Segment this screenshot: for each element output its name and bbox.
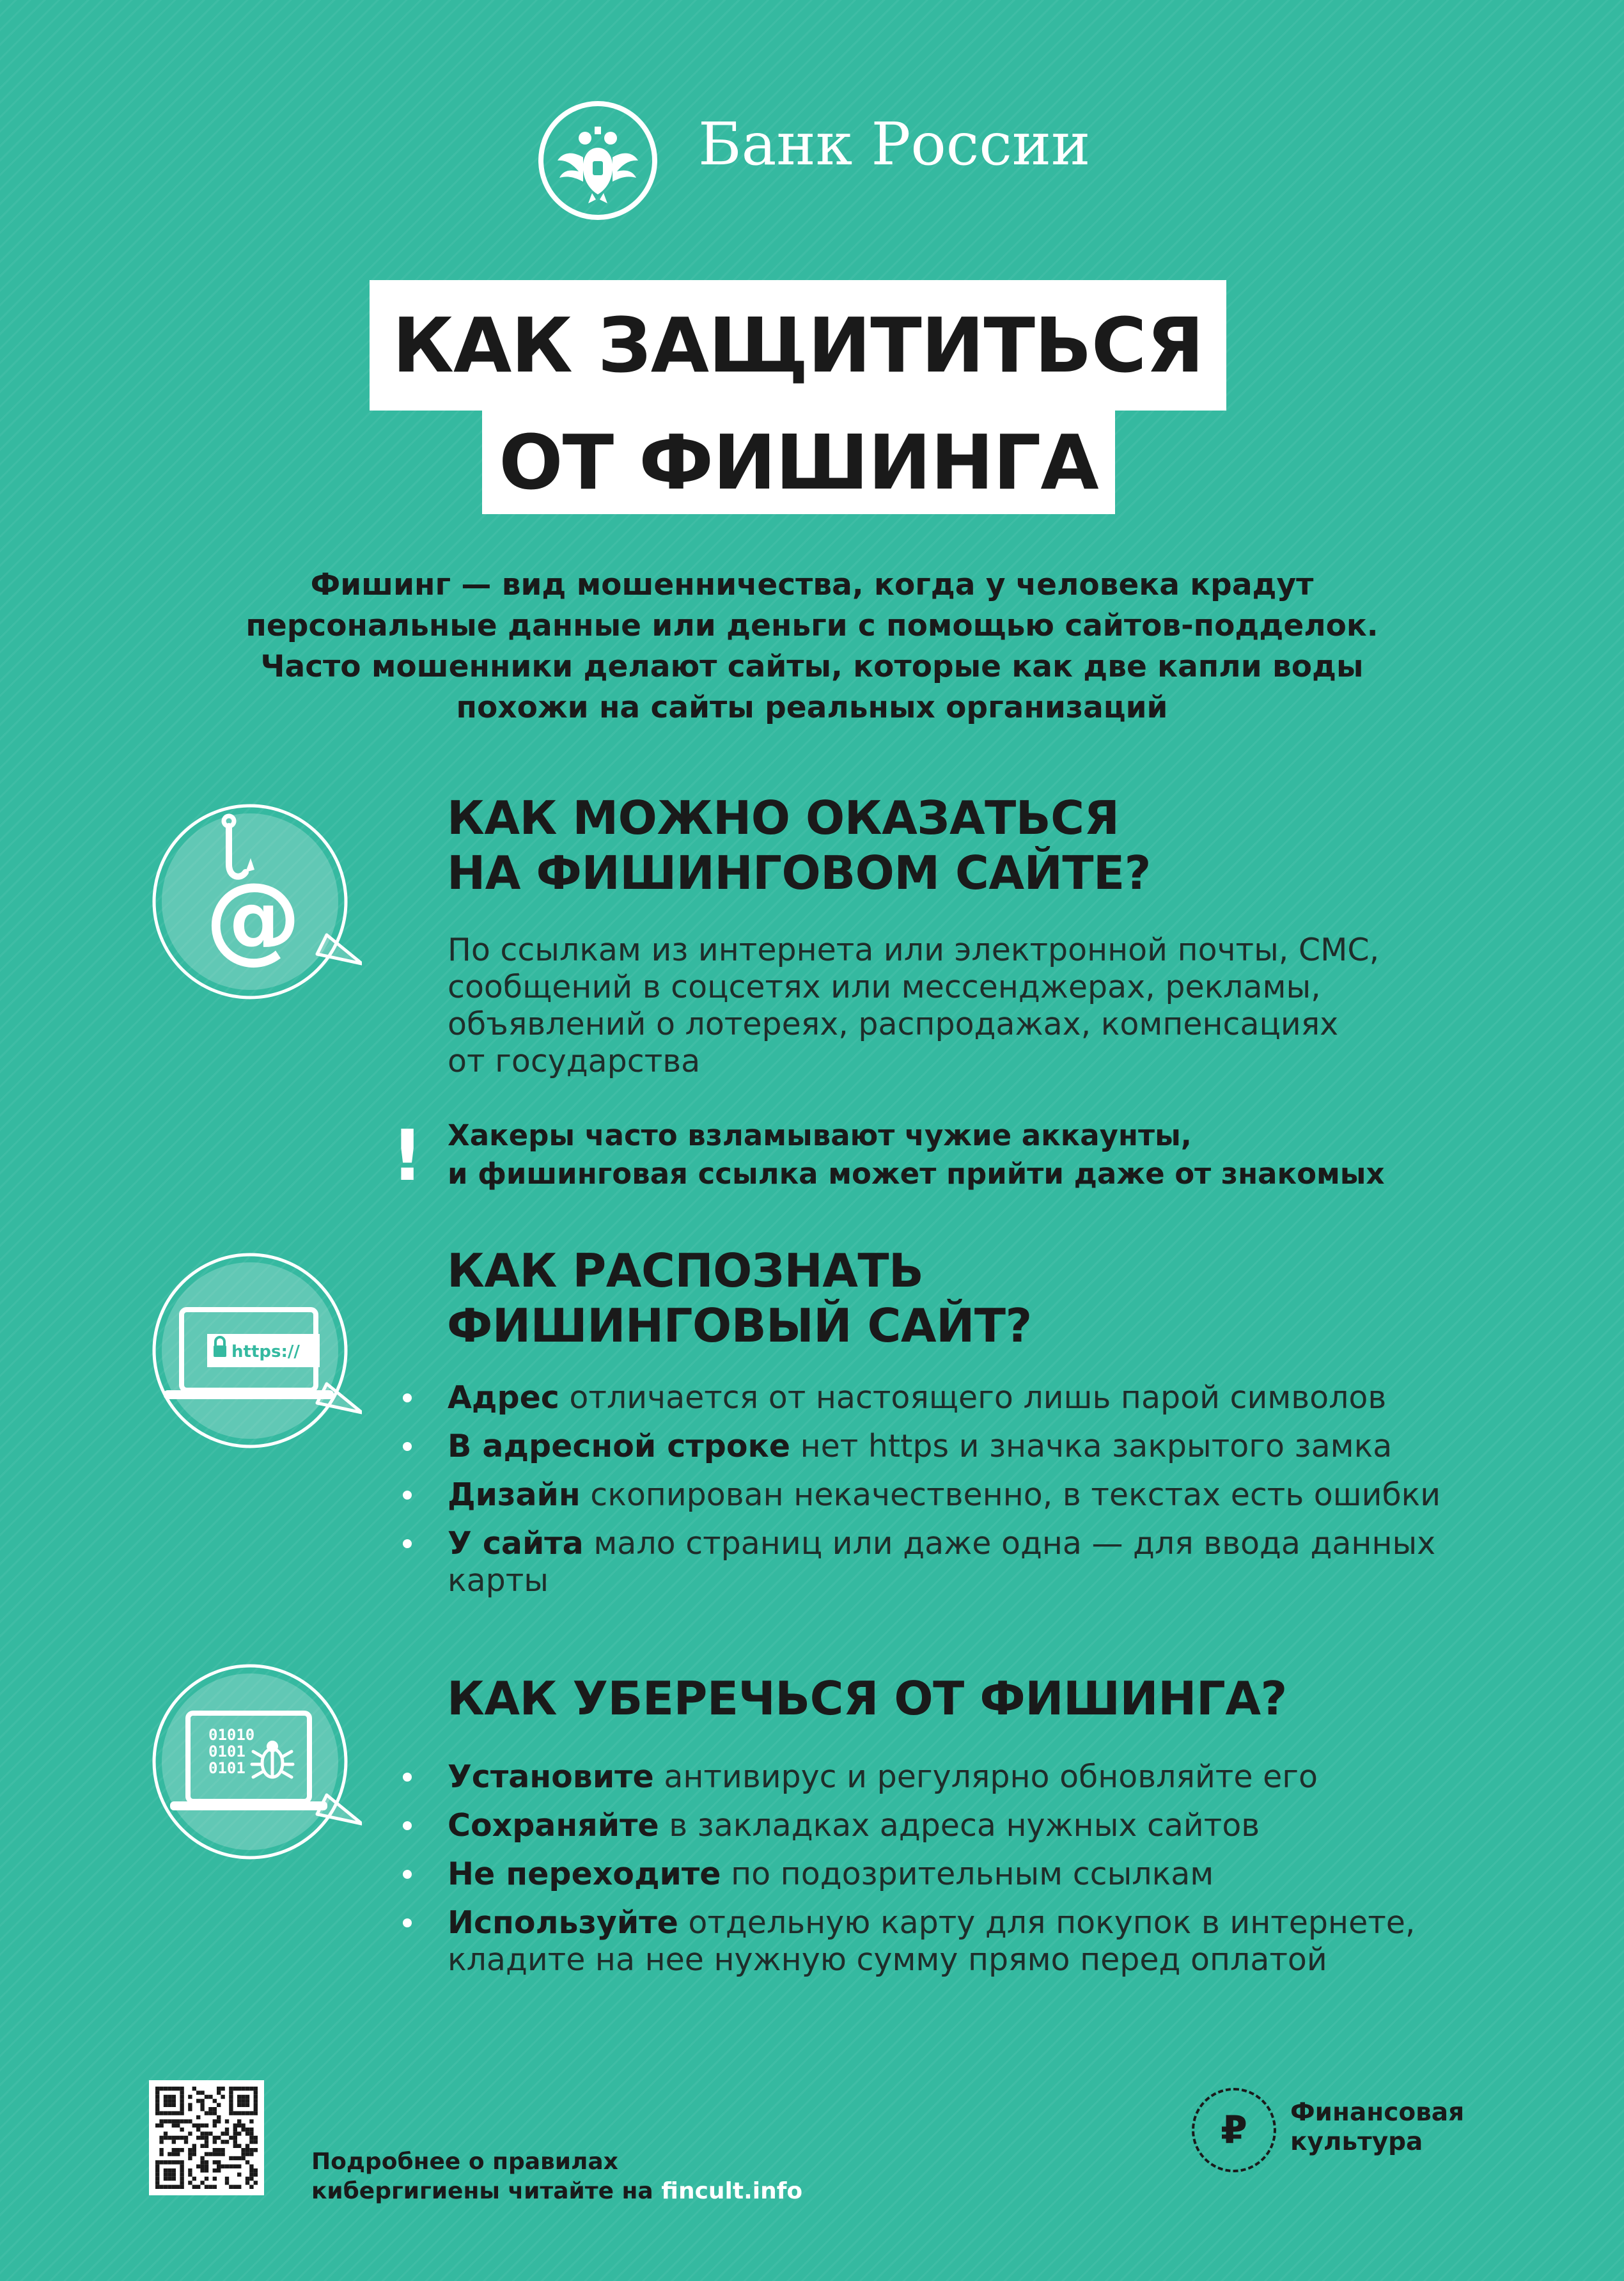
list-item: Не переходите по подозрительным ссылкам — [448, 1856, 1415, 1893]
heading-line: КАК РАСПОЗНАТЬ — [447, 1244, 924, 1297]
laptop-virus-icon — [144, 1654, 362, 1872]
section1-heading — [447, 790, 1151, 900]
phishing-hook-at-icon — [144, 794, 362, 1012]
intro-text — [173, 565, 1451, 728]
section2-heading — [447, 1243, 1032, 1353]
warning-text — [448, 1117, 1385, 1193]
https-label: https:// — [231, 1342, 300, 1361]
list-item: У сайта мало страниц или даже одна — для ввода данных карты — [448, 1525, 1441, 1599]
fincult-line: Финансовая — [1290, 2098, 1465, 2127]
title-line-1: КАК ЗАЩИТИТЬСЯ — [370, 280, 1226, 411]
section1-text — [448, 932, 1379, 1080]
heading-line: КАК МОЖНО ОКАЗАТЬСЯ — [447, 791, 1120, 845]
warning-line: Хакеры часто взламывают чужие аккаунты, — [448, 1118, 1192, 1152]
laptop-https-icon — [144, 1243, 362, 1461]
more-info-text — [311, 2147, 802, 2206]
text-line: объявлений о лотереях, распродажах, компенсациях — [448, 1006, 1339, 1042]
heading-line: НА ФИШИНГОВОМ САЙТЕ? — [447, 846, 1151, 900]
warning-line: и фишинговая ссылка может прийти даже от знакомых — [448, 1157, 1385, 1191]
list-item: Установите антивирус и регулярно обновляйте его — [448, 1759, 1415, 1796]
list-item: Адрес отличается от настоящего лишь парой символов — [448, 1379, 1441, 1416]
title-line-2: ОТ ФИШИНГА — [482, 411, 1115, 514]
section2-bullets — [448, 1379, 1441, 1611]
code-line: 0101 — [208, 1759, 246, 1777]
warning-exclamation-icon: ! — [391, 1115, 424, 1196]
intro-line: Фишинг — вид мошенничества, когда у человека крадут — [310, 567, 1314, 602]
section3-bullets — [448, 1759, 1415, 1990]
intro-line: Часто мошенники делают сайты, которые как две капли воды — [260, 649, 1364, 684]
fincult-logo-text — [1290, 2098, 1464, 2157]
bank-emblem-icon — [538, 101, 657, 220]
text-line: сообщений в соцсетях или мессенджерах, рекламы, — [448, 969, 1321, 1005]
list-item: Дизайн скопирован некачественно, в текстах есть ошибки — [448, 1477, 1441, 1514]
list-item: Сохраняйте в закладках адреса нужных сайтов — [448, 1807, 1415, 1844]
section3-heading — [447, 1671, 1287, 1726]
text-line: от государства — [448, 1043, 701, 1079]
intro-line: персональные данные или деньги с помощью сайтов-подделок. — [246, 608, 1378, 643]
qr-code-icon[interactable] — [149, 2080, 264, 2195]
heading-line: КАК УБЕРЕЧЬСЯ ОТ ФИШИНГА? — [447, 1672, 1287, 1725]
code-line: 0101 — [208, 1743, 246, 1760]
ruble-icon: ₽ — [1221, 2108, 1247, 2152]
heading-line: ФИШИНГОВЫЙ САЙТ? — [447, 1299, 1032, 1352]
fincult-logo-icon — [1192, 2088, 1276, 2172]
list-item: В адресной строке нет https и значка закрытого замка — [448, 1428, 1441, 1465]
intro-line: похожи на сайты реальных организаций — [456, 690, 1168, 725]
more-info-line: кибергигиены читайте на fincult.info — [311, 2178, 803, 2204]
fincult-line: культура — [1290, 2128, 1423, 2156]
more-info-line: Подробнее о правилах — [311, 2149, 618, 2175]
text-line: По ссылкам из интернета или электронной почты, СМС, — [448, 932, 1380, 968]
list-item: Используйте отдельную карту для покупок в интернете, кладите на нее нужную сумму прямо перед оплатой — [448, 1904, 1415, 1979]
fincult-link[interactable]: fincult.info — [661, 2178, 803, 2204]
code-line: 01010 — [208, 1726, 255, 1744]
svg-text:@: @ — [205, 863, 301, 974]
bank-name: Банк России — [698, 110, 1091, 178]
